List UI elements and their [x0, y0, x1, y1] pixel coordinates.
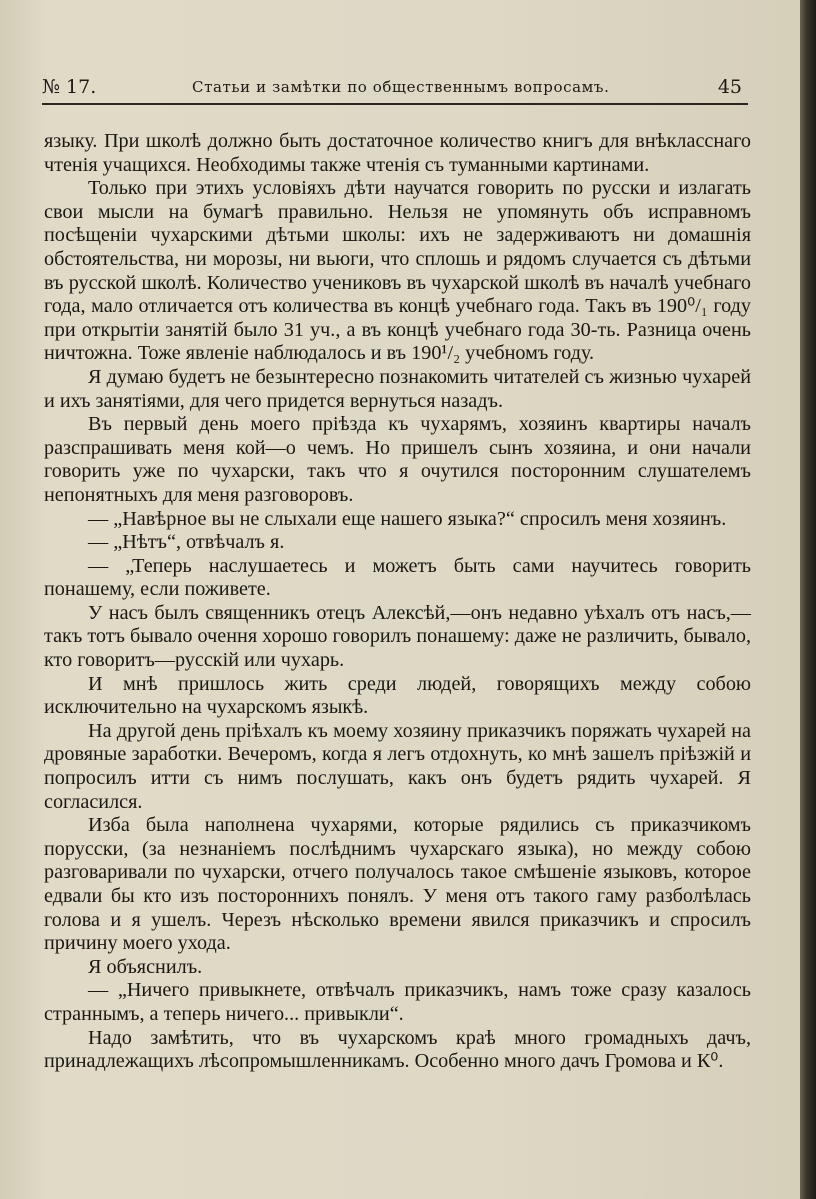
- page-number: 45: [717, 76, 742, 98]
- paragraph: — „Навѣрное вы не слыхали еще нашего языка?“ спросилъ меня хозяинъ.: [88, 507, 727, 530]
- header-rule: [42, 103, 748, 105]
- paragraph: У насъ былъ священникъ отецъ Алексѣй,—онъ недавно уѣхалъ отъ насъ,—такъ тотъ бывало очення хорошо говорилъ понашему: даже не различить, бывало, кто говоритъ—русскій или чухарь.: [44, 601, 751, 672]
- running-header: [42, 76, 748, 102]
- paragraph: Только при этихъ условіяхъ дѣти научатся говорить по русски и излагать свои мысли на бумагѣ правильно. Нельзя не упомянуть объ исправномъ посѣщеніи чухарскими дѣтьми школы: ихъ не задерживаютъ ни домашнія обстоятельства, ни морозы, ни вьюги, что сплошь и рядомъ случается съ дѣтьми въ русской школѣ. Количество учениковъ въ чухарской школѣ въ началѣ учебнаго года, мало отличается отъ количества въ концѣ учебнаго года. Такъ въ 190⁰/₁ году при открытіи занятій было 31 уч., а въ концѣ учебнаго года 30-ть. Разница очень ничтожна. Тоже явленіе наблюдалось и въ 190¹/₂ учебномъ году.: [44, 177, 751, 365]
- paragraph: — „Теперь наслушаетесь и можетъ быть сами научитесь говорить понашему, если поживете.: [44, 554, 751, 601]
- section-title: Статьи и замѣтки по общественнымъ вопросамъ.: [192, 78, 610, 96]
- paragraph: Изба была наполнена чухарями, которые рядились съ приказчикомъ порусски, (за незнаніемъ послѣднимъ чухарскаго языка), но между собою разговаривали по чухарски, отчего получалось такое смѣшеніе языковъ, которое едвали бы кто изъ постороннихъ понялъ. У меня отъ такого гаму разболѣлась голова и я ушелъ. Черезъ нѣсколько времени явился приказчикъ и спросилъ причину моего ухода.: [44, 814, 751, 955]
- paragraph: Я объяснилъ.: [88, 955, 203, 978]
- paragraph: — „Ничего привыкнете, отвѣчалъ приказчикъ, намъ тоже сразу казалось страннымъ, а теперь ничего... привыкли“.: [44, 979, 751, 1025]
- paragraph: И мнѣ пришлось жить среди людей, говорящихъ между собою исключительно на чухарскомъ языкѣ.: [44, 672, 751, 719]
- paragraph: Я думаю будетъ не безынтересно познакомить читателей съ жизнью чухарей и ихъ занятіями, для чего придется вернуться назадъ.: [44, 365, 751, 412]
- paragraph: Въ первый день моего пріѣзда къ чухарямъ, хозяинъ квартиры началъ разспрашивать меня кой—о чемъ. Но пришелъ сынъ хозяина, и они начали говорить уже по чухарски, такъ что я очутился посторонним слушателемъ непонятныхъ для меня разговоровъ.: [44, 413, 751, 506]
- paragraph: языку. При школѣ должно быть достаточное количество книгъ для внѣкласснаго чтенія учащихся. Необходимы также чтенія съ туманными картинами.: [44, 130, 751, 176]
- paragraph: — „Нѣтъ“, отвѣчалъ я.: [88, 531, 285, 554]
- book-edge: [800, 0, 816, 1199]
- paragraph: На другой день пріѣхалъ къ моему хозяину приказчикъ поряжать чухарей на дровяные заработки. Вечеромъ, когда я легъ отдохнуть, ко мнѣ зашелъ пріѣзжій и попросилъ итти съ нимъ послушать, какъ онъ будетъ рядить чухарей. Я согласился.: [44, 719, 751, 813]
- paragraph: Надо замѣтить, что въ чухарскомъ краѣ много громадныхъ дачъ, принадлежащихъ лѣсопромышленникамъ. Особенно много дачъ Громова и К⁰.: [44, 1026, 751, 1073]
- article-body: [44, 130, 751, 1074]
- issue-number: № 17.: [42, 76, 97, 98]
